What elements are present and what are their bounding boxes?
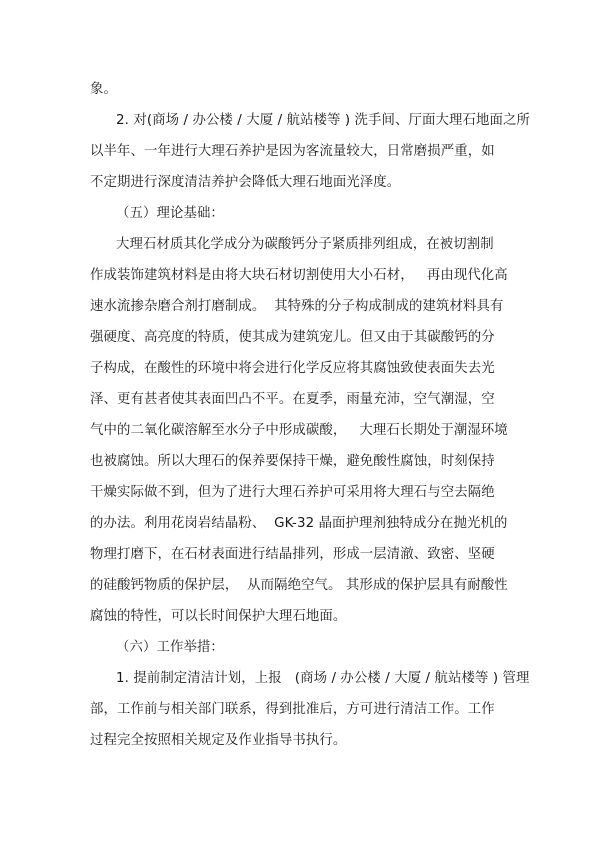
paragraph-line: 的硅酸钙物质的保护层， 从而隔绝空气。 其形成的保护层具有耐酸性 — [90, 578, 508, 593]
paragraph-line: 以半年、一年进行大理石养护是因为客流量较大，日常磨损严重，如 — [90, 144, 495, 159]
paragraph-line: 部，工作前与相关部门联系，得到批准后，方可进行清洁工作。工作 — [90, 702, 495, 717]
paragraph-line: 气中的二氧化碳溶解至水分子中形成碳酸， 大理石长期处于潮湿环境 — [90, 423, 508, 438]
paragraph-line: 速水流掺杂磨合剂打磨制成。 其特殊的分子构成制成的建筑材料具有 — [90, 299, 504, 314]
paragraph-line: 作成装饰建筑材料是由将大块石材切割使用大小石材， 再由现代化高 — [90, 268, 508, 283]
paragraph-line: 2. 对(商场 / 办公楼 / 大厦 / 航站楼等 ) 洗手间、厅面大理石地面之所 — [116, 113, 530, 128]
section-heading: （六）工作举措： — [116, 640, 224, 655]
paragraph-line: 1. 提前制定清洁计划，上报 (商场 / 办公楼 / 大厦 / 航站楼等 ) 管理 — [116, 671, 530, 686]
paragraph-line: 象。 — [90, 82, 117, 97]
paragraph-line: 过程完全按照相关规定及作业指导书执行。 — [90, 733, 347, 748]
paragraph-line: 腐蚀的特性，可以长时间保护大理石地面。 — [90, 609, 347, 624]
section-heading: （五）理论基础： — [116, 206, 224, 221]
paragraph-line: 大理石材质其化学成分为碳酸钙分子紧质排列组成，在被切割制 — [116, 237, 494, 252]
paragraph-line: 的办法。利用花岗岩结晶粉、 GK-32 晶面护理剂独特成分在抛光机的 — [90, 516, 508, 531]
paragraph-line: 物理打磨下，在石材表面进行结晶排列，形成一层清澈、致密、坚硬 — [90, 547, 495, 562]
paragraph-line: 干燥实际做不到，但为了进行大理石养护可采用将大理石与空去隔绝 — [90, 485, 495, 500]
paragraph-line: 不定期进行深度清洁养护会降低大理石地面光泽度。 — [90, 175, 401, 190]
paragraph-line: 强硬度、高亮度的特质，使其成为建筑宠儿。但又由于其碳酸钙的分 — [90, 330, 495, 345]
paragraph-line: 也被腐蚀。所以大理石的保养要保持干燥，避免酸性腐蚀，时刻保持 — [90, 454, 495, 469]
paragraph-line: 泽、更有甚者使其表面凹凸不平。在夏季，雨量充沛，空气潮湿，空 — [90, 392, 495, 407]
paragraph-line: 子构成，在酸性的环境中将会进行化学反应将其腐蚀致使表面失去光 — [90, 361, 495, 376]
